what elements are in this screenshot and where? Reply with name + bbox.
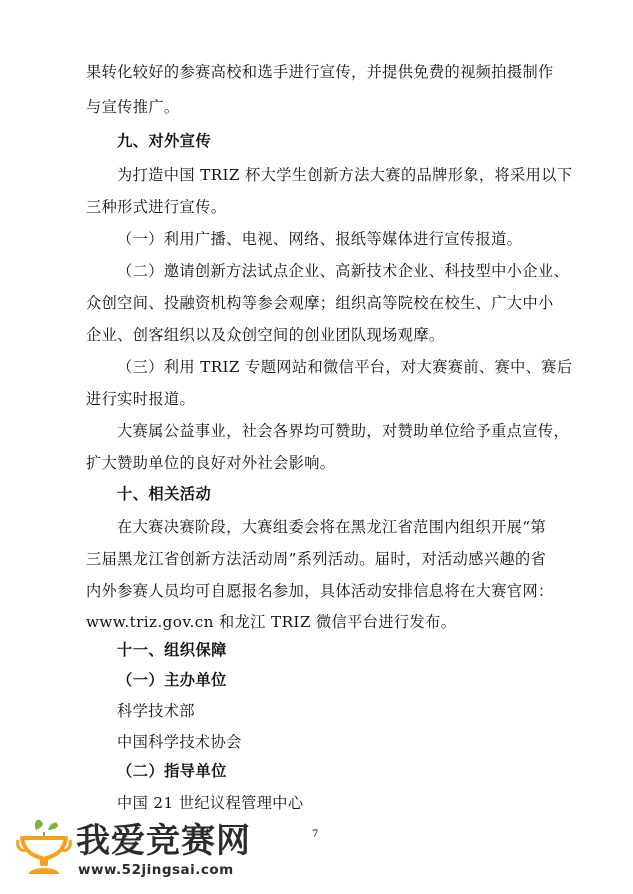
paragraph-line: 大赛属公益事业，社会各界均可赞助，对赞助单位给予重点宣传，: [117, 422, 570, 440]
paragraph-line: 三种形式进行宣传。: [86, 198, 227, 216]
list-item: （三）利用 TRIZ 专题网站和微信平台，对大赛赛前、赛中、赛后: [117, 358, 573, 376]
paragraph-line: 进行实时报道。: [86, 390, 196, 408]
list-item: （二）邀请创新方法试点企业、高新技术企业、科技型中小企业、: [117, 262, 570, 280]
list-item: （一）利用广播、电视、网络、报纸等媒体进行宣传报道。: [117, 230, 523, 248]
trophy-icon: [14, 816, 74, 880]
page-number: 7: [312, 829, 319, 840]
organizer-item: 科学技术部: [117, 702, 195, 720]
subsection-heading: （一）主办单位: [117, 671, 227, 689]
paragraph-line: 在大赛决赛阶段，大赛组委会将在黑龙江省范围内组织开展“第: [117, 518, 547, 536]
watermark: [14, 816, 284, 886]
paragraph-line: 三届黑龙江省创新方法活动周”系列活动。届时，对活动感兴趣的省: [86, 550, 547, 568]
paragraph-line: 内外参赛人员均可自愿报名参加，具体活动安排信息将在大赛官网：: [86, 582, 554, 600]
paragraph-line: 为打造中国 TRIZ 杯大学生创新方法大赛的品牌形象，将采用以下: [117, 166, 573, 184]
guide-unit-item: 中国 21 世纪议程管理中心: [117, 794, 304, 812]
watermark-site-name: 我爱竞赛网: [76, 821, 251, 861]
paragraph-line: 与宣传推广。: [86, 98, 180, 116]
paragraph-line: 企业、创客组织以及众创空间的创业团队现场观摩。: [86, 326, 445, 344]
watermark-site-url: www.52jingsai.com: [78, 862, 234, 878]
section-heading-9: 九、对外宣传: [117, 132, 212, 150]
paragraph-line: 扩大赞助单位的良好对外社会影响。: [86, 454, 336, 472]
section-heading-10: 十、相关活动: [117, 485, 212, 503]
organizer-item: 中国科学技术协会: [117, 733, 242, 751]
paragraph-line: 果转化较好的参赛高校和选手进行宣传，并提供免费的视频拍摄制作: [86, 63, 554, 81]
section-heading-11: 十一、组织保障: [117, 641, 227, 659]
paragraph-line: www.triz.gov.cn 和龙江 TRIZ 微信平台进行发布。: [86, 613, 457, 631]
subsection-heading: （二）指导单位: [117, 762, 227, 780]
paragraph-line: 众创空间、投融资机构等参会观摩；组织高等院校在校生、广大中小: [86, 294, 554, 312]
